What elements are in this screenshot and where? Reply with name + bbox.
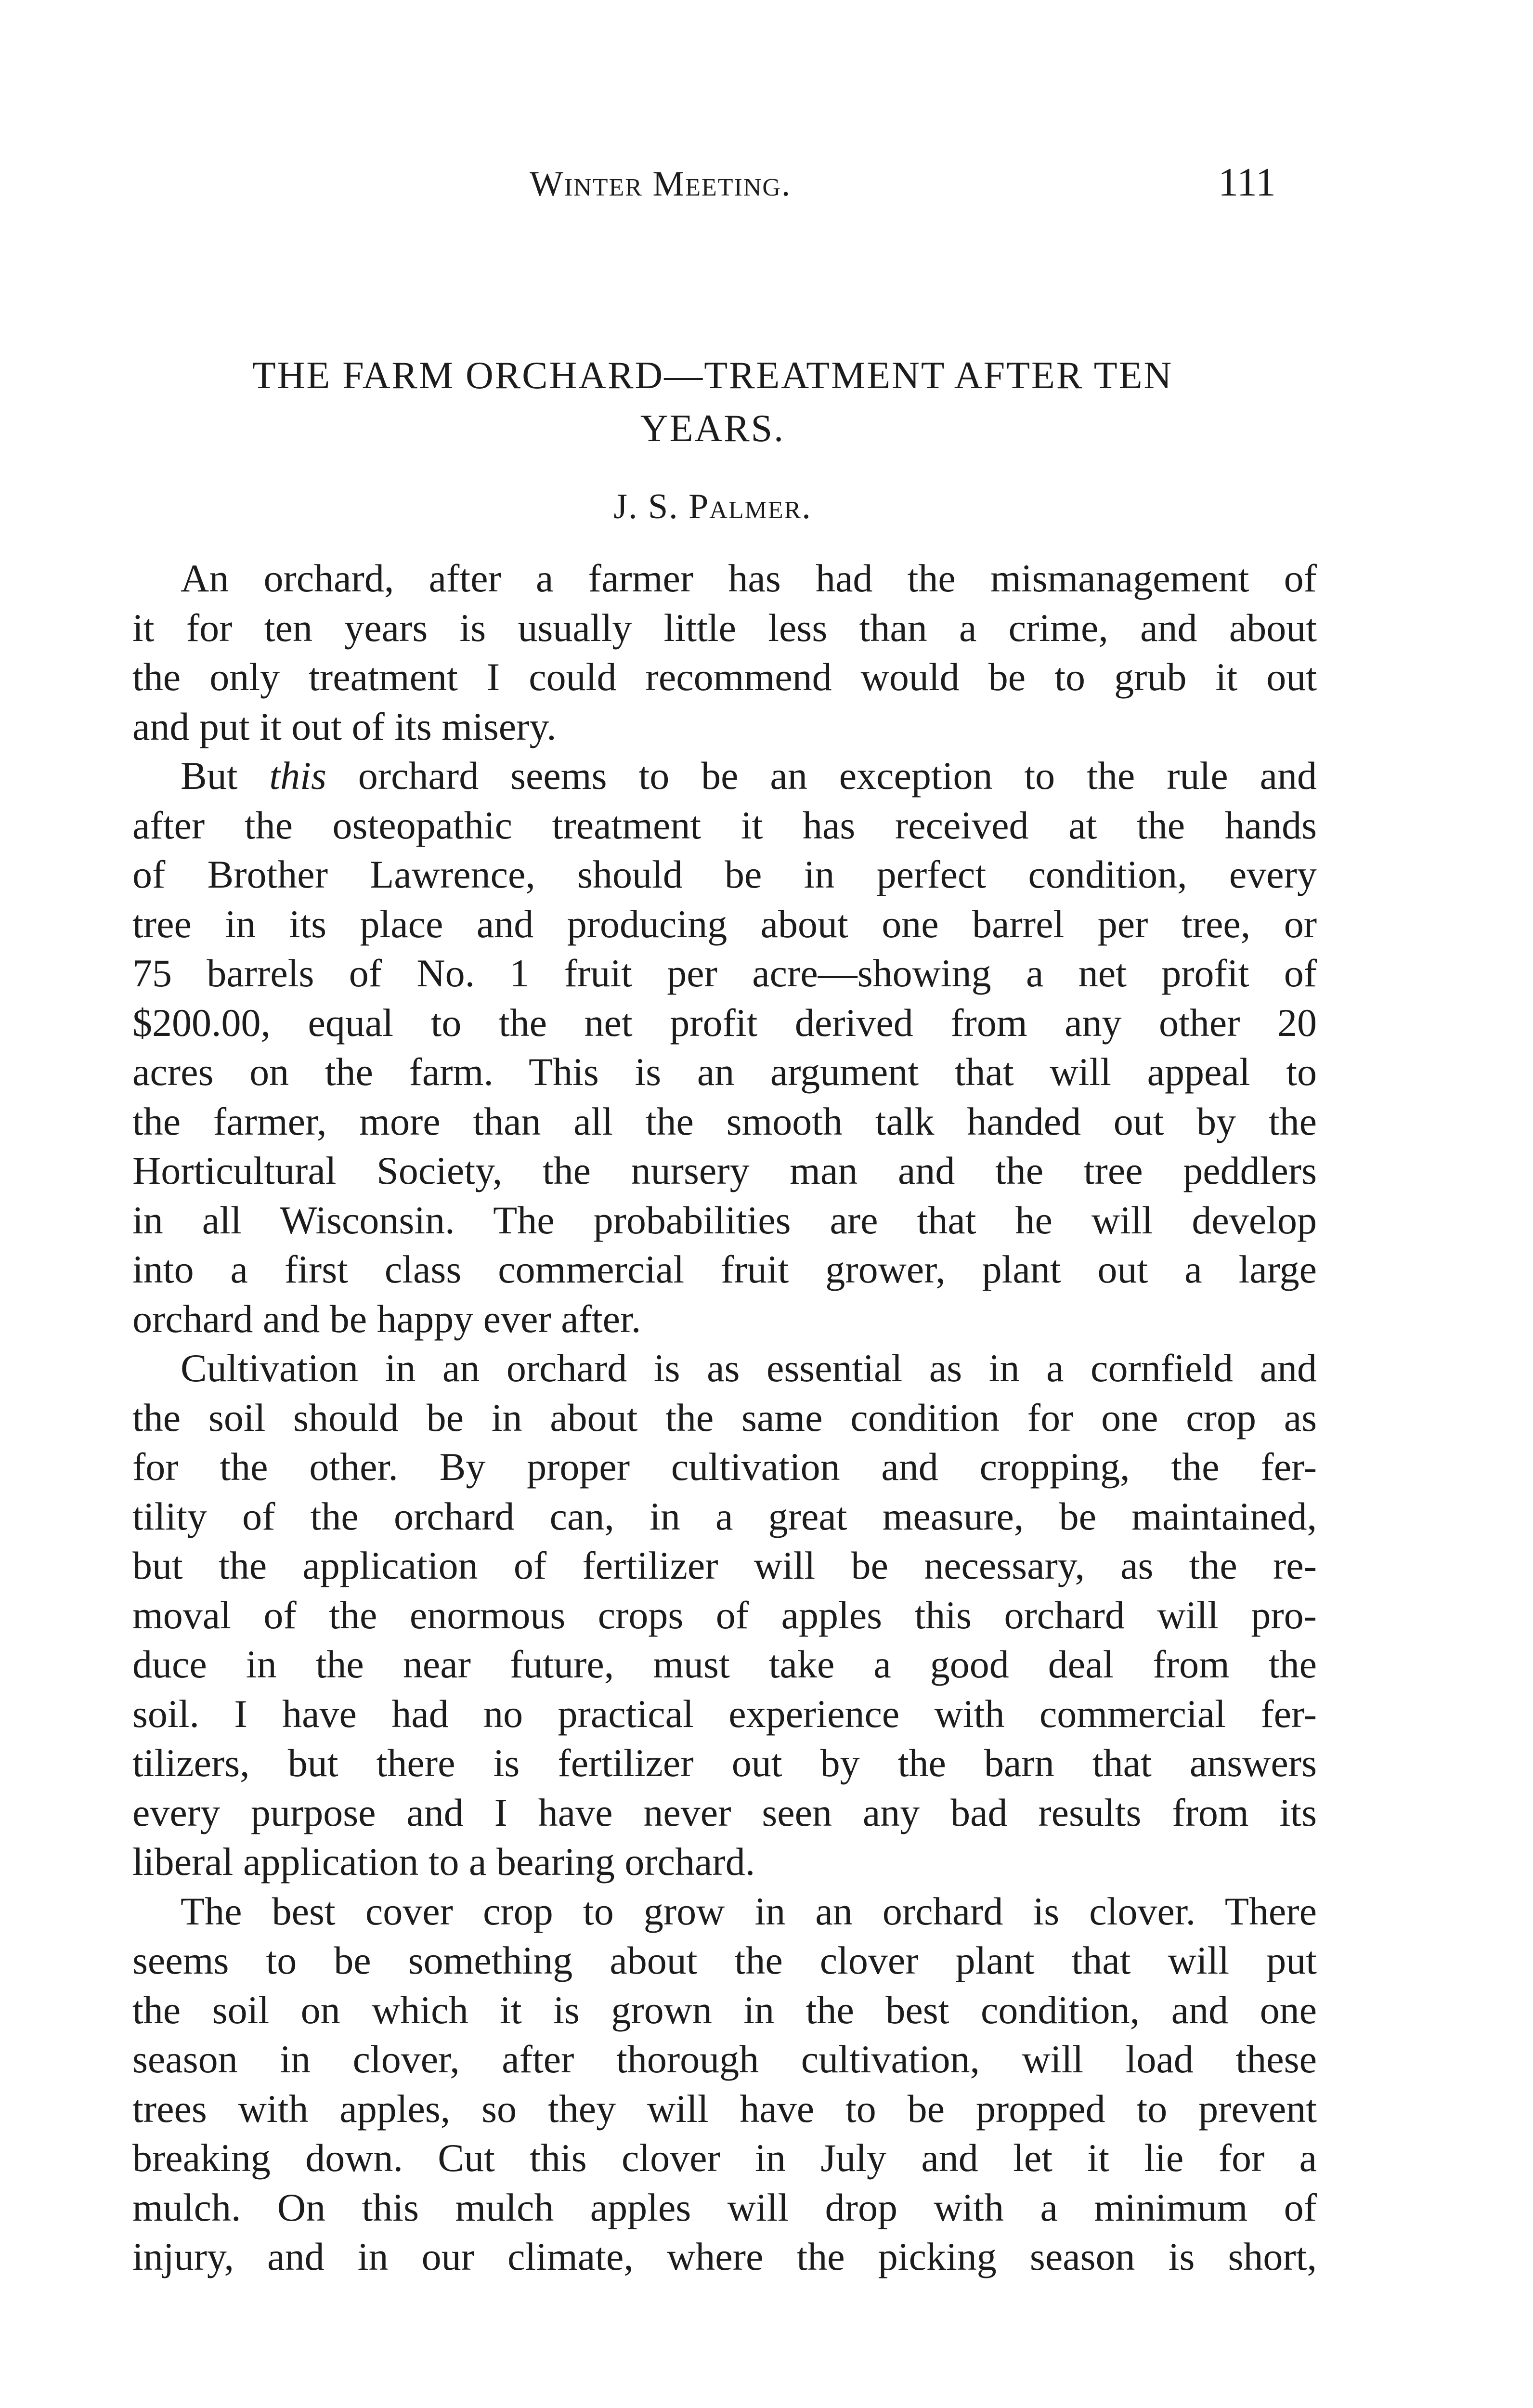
text-line: and put it out of its misery. [132,704,557,748]
text-line: it for ten years is usually little less than a crime, and about [132,605,1317,650]
running-head: Winter Meeting. [530,164,792,204]
article-title [159,349,1266,455]
text-line: 75 barrels of No. 1 fruit per acre—showing a net profit of [132,951,1317,995]
text-line: $200.00, equal to the net profit derived from any other 20 [132,1000,1317,1045]
text-line: but the application of fertilizer will be necessary, as the re- [132,1544,1317,1587]
paragraph-2 [132,751,1317,1344]
text-line: orchard and be happy ever after. [132,1296,641,1341]
text-line: tility of the orchard can, in a great measure, be maintained, [132,1494,1317,1538]
text-line: soil. I have had no practical experience with commercial fer- [132,1691,1317,1736]
text-line: mulch. On this mulch apples will drop with a minimum of [132,2185,1317,2229]
text-line: in all Wisconsin. The probabilities are that he will develop [132,1198,1317,1242]
text-line: into a first class commercial fruit grower, plant out a large [132,1247,1317,1291]
text-line: tilizers, but there is fertilizer out by the barn that answers [132,1741,1317,1785]
text-line: seems to be something about the clover plant that will put [132,1938,1317,1982]
text-line: duce in the near future, must take a good deal from the [132,1642,1317,1686]
text-line: trees with apples, so they will have to be propped to prevent [132,2086,1317,2131]
text-line: the only treatment I could recommend would be to grub it out [132,655,1317,699]
text-line: the farmer, more than all the smooth talk handed out by the [132,1099,1317,1143]
article-title-line-2: YEARS. [640,407,785,450]
text-line: for the other. By proper cultivation and cropping, the fer- [132,1445,1317,1489]
text-line: injury, and in our climate, where the picking season is short, [132,2235,1317,2278]
paragraph-3 [132,1344,1317,1887]
text-line: breaking down. Cut this clover in July and let it lie for a [132,2136,1317,2180]
page-number: 111 [1218,160,1276,205]
paragraph-1 [132,554,1317,751]
text-line: But this orchard seems to be an exception to the rule and [181,754,1317,798]
text-line: season in clover, after thorough cultivation, will load these [132,2037,1317,2081]
paragraph-4 [132,1887,1317,2282]
text-line: moval of the enormous crops of apples this orchard will pro- [132,1593,1317,1637]
text-line: the soil should be in about the same condition for one crop as [132,1395,1317,1440]
text-line: acres on the farm. This is an argument that will appeal to [132,1050,1317,1094]
text-line: Cultivation in an orchard is as essential as in a cornfield and [181,1346,1317,1390]
article-body [132,554,1317,2282]
text-line: after the osteopathic treatment it has received at the hands [132,803,1317,847]
article-title-line-1: THE FARM ORCHARD—TREATMENT AFTER TEN [252,354,1173,397]
article-author: J. S. Palmer. [613,487,812,526]
text-line: of Brother Lawrence, should be in perfect condition, every [132,852,1317,896]
text-line: every purpose and I have never seen any bad results from its [132,1790,1317,1834]
text-line: The best cover crop to grow in an orchard is clover. There [181,1889,1317,1933]
text-line: tree in its place and producing about one barrel per tree, or [132,902,1317,946]
text-line: liberal application to a bearing orchard. [132,1840,755,1884]
text-line: An orchard, after a farmer has had the mismanagement of [181,556,1317,600]
text-line: Horticultural Society, the nursery man and the tree peddlers [132,1149,1317,1192]
text-line: the soil on which it is grown in the best condition, and one [132,1988,1317,2032]
